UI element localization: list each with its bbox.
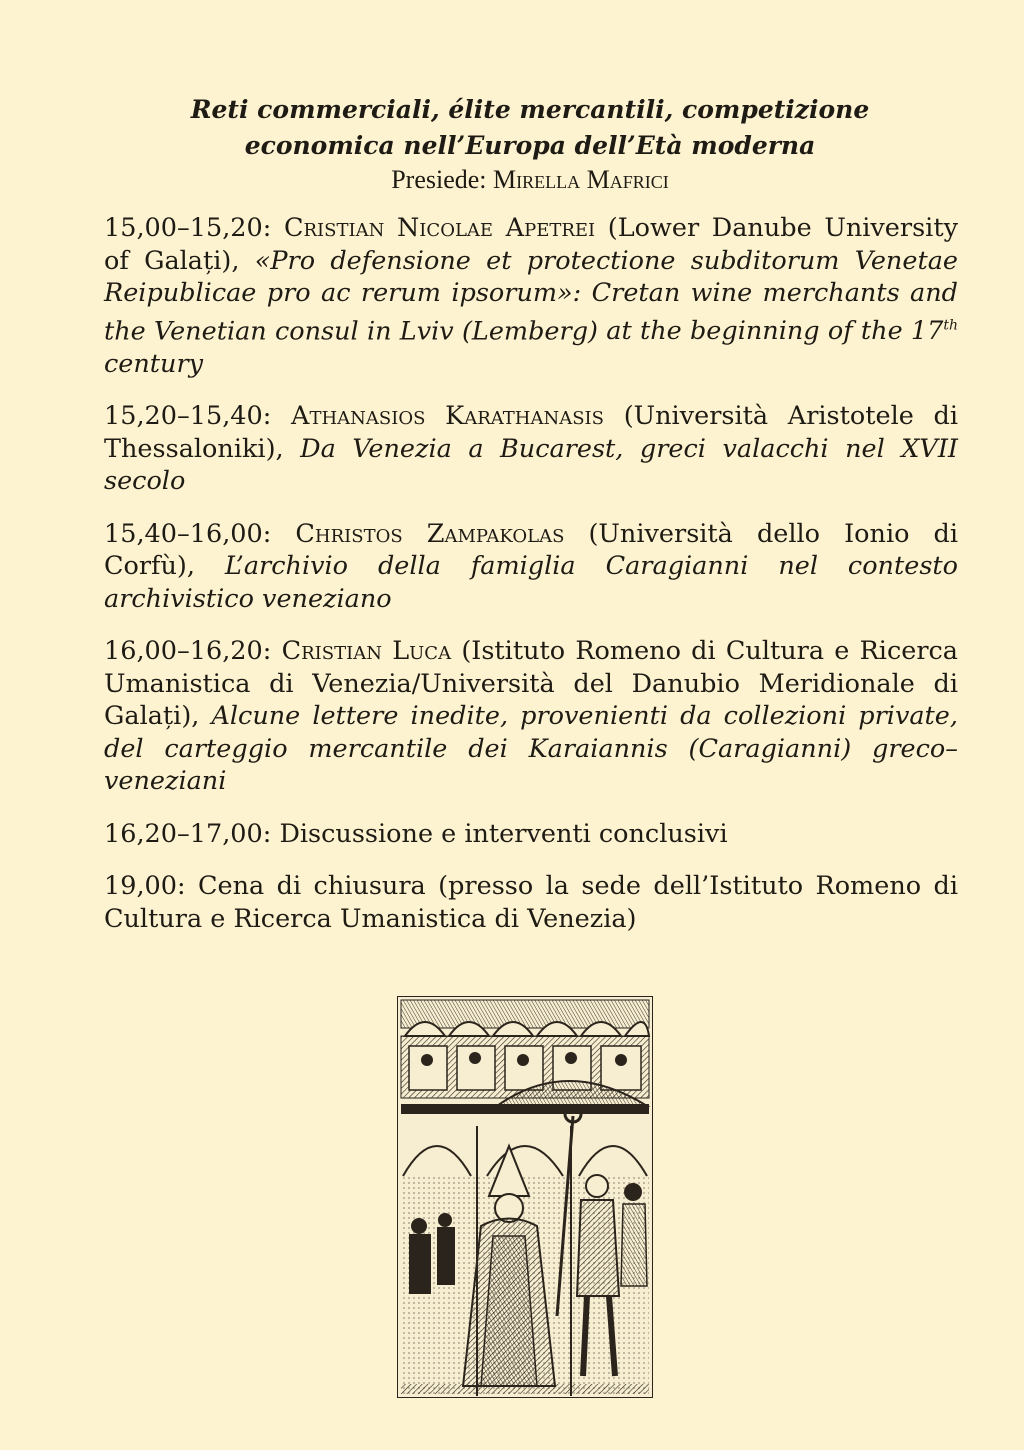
venetian-procession-woodcut-icon xyxy=(397,996,653,1398)
speaker-affiliation: (Università dello Ionio di Corfù), xyxy=(104,518,959,581)
session-title-line-1: Reti commerciali, élite mercantili, competizione xyxy=(190,95,870,124)
paper-title-century: at the beginning of the 17 xyxy=(606,316,944,346)
entry-text: Cena di chiusura (presso la sede dell’Istituto Romeno di Cultura e Ricerca Umanistica di Venezia) xyxy=(104,871,958,934)
entry-text: Discussione e interventi conclusivi xyxy=(279,818,728,849)
paper-title-end: century xyxy=(104,348,204,379)
speaker-affiliation: (Istituto Romeno di Cultura e Ricerca Umanistica di Venezia/Università del Danubio Meridionale di Galați), xyxy=(104,636,959,731)
ordinal-suffix: th xyxy=(943,317,959,334)
program-entry-2 xyxy=(104,400,958,498)
paper-title-parenthetical: (Lemberg) xyxy=(461,316,598,346)
paper-title: Alcune lettere inedite, provenienti da collezioni private, del carteggio mercantile dei Karaiannis xyxy=(104,701,959,764)
entry-time: 16,00–16,20: xyxy=(104,636,272,666)
entry-time: 15,40–16,00: xyxy=(104,518,272,549)
speaker-name: Christos Zampakolas xyxy=(295,518,565,549)
program-entry-4 xyxy=(104,635,958,798)
session-header xyxy=(100,92,960,196)
program-list xyxy=(104,212,958,955)
speaker-affiliation: (Lower Danube University of Galați), xyxy=(104,213,958,276)
entry-time: 16,20–17,00: xyxy=(104,818,272,849)
paper-title-end: greco–veneziani xyxy=(104,733,959,796)
program-entry-5 xyxy=(104,818,958,851)
session-title xyxy=(100,92,960,164)
session-title-line-2: economica nell’Europa dell’Età moderna xyxy=(244,131,816,160)
program-entry-1 xyxy=(104,212,958,380)
chair-label: Presiede: xyxy=(391,165,487,194)
program-entry-3 xyxy=(104,518,958,616)
chair-name: Mirella Mafrici xyxy=(493,165,669,194)
program-entry-6 xyxy=(104,870,958,935)
entry-time: 15,00–15,20: xyxy=(104,213,272,243)
paper-title-parenthetical: (Caragianni) xyxy=(688,733,852,764)
speaker-name: Athanasios Karathanasis xyxy=(291,401,604,431)
entry-time: 15,20–15,40: xyxy=(104,401,272,431)
session-chair xyxy=(100,164,960,196)
paper-title: «Pro defensione et protectione subditorum Venetae Reipublicae pro ac rerum ipsorum»: Cretan wine merchants and the Venetian consul in Lviv xyxy=(104,245,958,346)
paper-title: L’archivio della famiglia Caragianni nel contesto archivistico veneziano xyxy=(104,551,959,614)
speaker-affiliation: (Università Aristotele di Thessaloniki), xyxy=(104,401,958,464)
paper-title: Da Venezia a Bucarest, greci valacchi nel XVII secolo xyxy=(104,433,958,496)
entry-time: 19,00: xyxy=(104,871,186,901)
speaker-name: Cristian Luca xyxy=(281,636,452,666)
speaker-name: Cristian Nicolae Apetrei xyxy=(283,213,596,243)
